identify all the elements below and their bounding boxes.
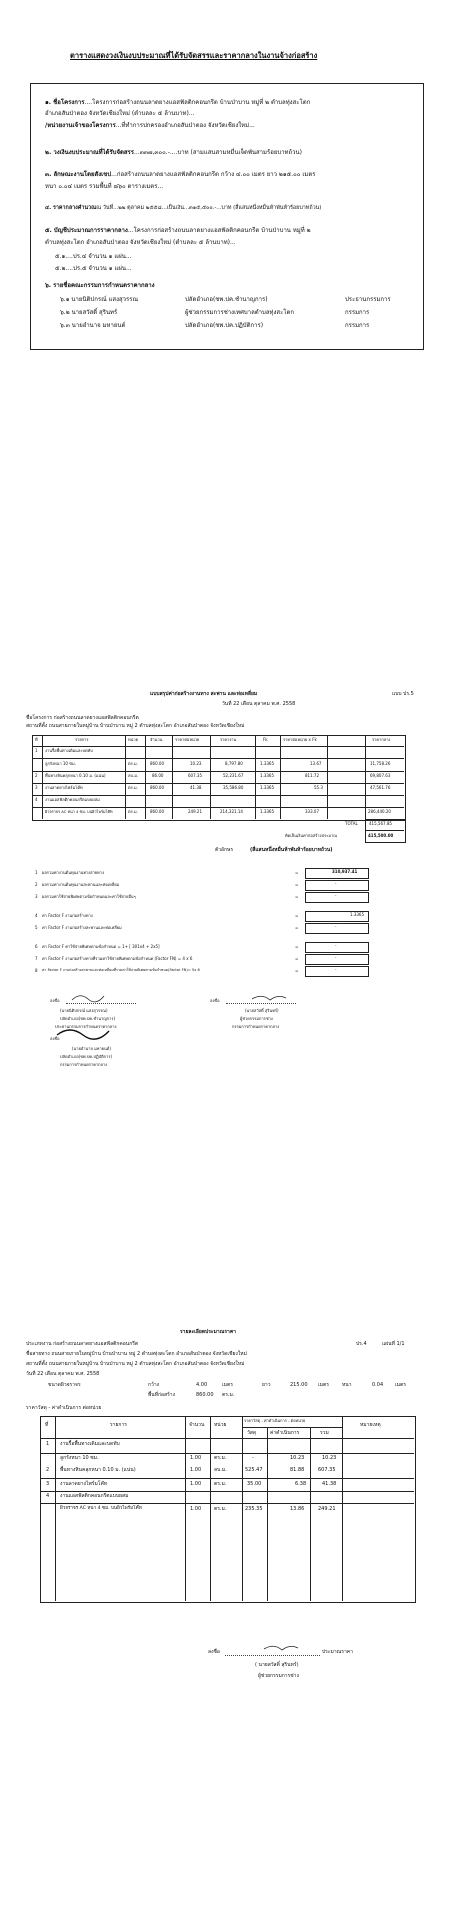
- col-unit: หน่วย: [214, 1422, 227, 1428]
- committee-2-name: ๖.๒ นายสวัสดิ์ สุรินทร์: [60, 309, 118, 316]
- item-4: ๔. ราคากลางคำนวณณ วันที่...๒๒ ตุลาคม ๒๕๕๘...เป็นเงิน...๓๑๕,๕๐๐.-...บาท (สี่แสนหนึ่งหมื่นห้าพันห้าร้อยบาทถ้วน): [45, 205, 322, 211]
- item-5: ๕. บัญชีประมาณการราคากลาง...โครงการก่อสร้างถนนลาดยางแอสฟัลติกคอนกรีต บ้านป่าบาน หมู่ที่ ๒: [45, 227, 311, 234]
- committee-2-role: ผู้ช่วยกรรมการช่างเทศบาลตำบลทุ่งสะโตก: [185, 309, 295, 316]
- work-type: ประเภทงาน ก่อสร้างถนนลาดยางแอสฟัลติกคอนกรีต: [26, 1341, 139, 1347]
- doc-date: วันที่ 22 เดือน ตุลาคม พ.ศ. 2558: [222, 701, 296, 707]
- page-2-foot: [0, 1055, 450, 1085]
- item-1c: /หน่วยงานเจ้าของโครงการ...ที่ทำการปกครองอำเภอสันป่าตอง จังหวัดเชียงใหม่...: [45, 122, 255, 129]
- committee-2-title: กรรมการ: [345, 309, 370, 316]
- col-no: ที่: [45, 1422, 49, 1428]
- col-remark: หมายเหตุ: [360, 1422, 381, 1428]
- col-sum: รวม: [320, 1430, 329, 1436]
- committee-3-name: ๖.๓ นายอำนาจ มหายนต์: [60, 322, 126, 329]
- rounded-value: 415,500.00: [368, 833, 394, 838]
- col-unit: หน่วย: [128, 737, 138, 742]
- price-note: ราคาวัสดุ - ค่าดำเนินการ ต่อหน่วย: [26, 1405, 102, 1411]
- page-1: [0, 0, 450, 360]
- page-title: ตารางแสดงวงเงินงบประมาณที่ได้รับจัดสรรและราคากลางในงานจ้างก่อสร้าง: [70, 51, 318, 60]
- total-value: 415,567.85: [369, 821, 392, 826]
- signature-mark: [250, 990, 290, 1004]
- committee-3-title: กรรมการ: [345, 322, 370, 329]
- col-item: รายการ: [110, 1422, 127, 1428]
- summary-header: แบบสรุปค่าก่อสร้างงานทาง สะพาน และท่อเหลี่ยม: [150, 691, 258, 697]
- item-3: ๓. ลักษณะงานโดยสังเขป...ก่อสร้างถนนลาดยางแอสฟัลติกคอนกรีต กว้าง ๔.๐๐ เมตร ยาว ๒๑๕.๐๐ เมตร: [45, 171, 316, 178]
- committee-3-role: ปลัดอำเภอ(ชพ.ปค.ปฏิบัติการ): [185, 322, 264, 329]
- col-fk: Fk: [263, 737, 268, 742]
- item-1: ๑. ชื่อโครงการ....โครงการก่อสร้างถนนลาดยางแอสฟัลติกคอนกรีต บ้านป่าบาน หมู่ที่ ๒ ตำบลทุ่งสะโตก: [45, 99, 311, 106]
- detail-date: วันที่ 22 เดือน ตุลาคม พ.ศ. 2558: [26, 1371, 100, 1377]
- item-2: ๒. วงเงินงบประมาณที่ได้รับจัดสรร...๓๓๗,๓๐๐.-....บาท (สามแสนสามหมื่นเจ็ดพันสามร้อยบาทถ้วน): [45, 149, 302, 156]
- signer-3-title: กรรมการกำหนดราคากลาง: [60, 1062, 108, 1067]
- col-qty: จำนวน: [150, 737, 163, 742]
- col-item: รายการ: [75, 737, 89, 742]
- page-2: แบบสรุปค่าก่อสร้างงานทาง สะพาน และท่อเหลี่ยม แบบ ปร.5 วันที่ 22 เดือน ตุลาคม พ.ศ. 2558 ชื่อโครงการ ก่อสร้างถนนลาดยางแอสฟัลติกคอนกรีต สถานที่ตั้ง ถนนสายภายในหมู่บ้าน บ้านป่าบาน หมู่ 2 ตำบลทุ่งสะโตก อำเภอสันป่าตอง จังหวัดเชียงใหม่ ที่ รายการ หน่วย จำนวน ราคาต่อหน่วย ราคางาน Fk ราคาต่อหน่วย x Fk ราคากลาง 1 งานรื้อพื้นทางเดิมและบดทับ ลูกรังหนา 10 ซม. ตร.ม. 860.00 10.23 8,797.80 1.3365 13.67 11,758.26 2 พื้นทางหินคลุกหนา 0.10 ม. (แน่น) ลบ.ม. 86.00 607.35 52,231.67 1.3365 811.72 69,807.63 3 งานลาดยางไพร์มโค๊ท ตร.ม. 860.00 41.38 35,586.80 1.3365 55.3 47,561.76 4 งานแอสฟัลติกคอนกรีตแบบผสม ผิวจราจร AC หนา 4 ซม. บนผิวไพร์มโค๊ท ตร.ม. 860.00 249.21 214,321.14 1.3365 333.07 286,440.20 TOTAL 415,567.85 คิดเป็นเงินค่าก่อสร้างประมาณ 415,500.00 ตัวอักษร (สี่แสนหนึ่งหมื่นห้าพันห้าร้อยบาทถ้วน) 1 ผลรวมค่างานต้นทุนงานทางสายทาง = 310,937.41 2 ผลรวมค่างานต้นทุนงานสะพานและท่อเหลี่ยม = - 3 ผลรวมค่าใช้จ่ายพิเศษตามข้อกำหนดและค่าใช้จ่ายอื่นๆ = - 4 ค่า Factor F งานก่อสร้างทาง = 1.3365 5 ค่า Factor F งานก่อสร้างสะพานและท่อเหลี่ยม = - 6 ค่า Factor F ค่าใช้จ่ายพิเศษตามข้อกำหนด = 1+ [ 301x4 + 2x5] = - 7 ค่า Factor F งานก่อสร้างทางที่รวมค่าใช้จ่ายพิเศษตามข้อกำหนด (Factor FN) = 4 x 6 = - 8 ค่า Factor F งานก่อสร้างสะพานและท่อเหลี่ยมที่รวมค่าใช้จ่ายพิเศษตามข้อกำหนด(Factor FN)= 5x 6 = - ลงชื่อ (นายนิติปกรณ์ แสงสุวรรณ) ปลัดอำเภอ(ชพ.ปค.ชำนาญการ) ประธานกรรมการกำหนดราคากลาง ลงชื่อ (นายสวัสดิ์ สุรินทร์) ผู้ช่วยกรรมการช่าง กรรมการกำหนดราคากลาง ลงชื่อ (นายอำนาจ มหายนต์): [0, 640, 450, 1060]
- item-5b: ตำบลทุ่งสะโตก อำเภอสันป่าตอง จังหวัดเชียงใหม่ (ตำบลละ ๕ ล้านบาท)...: [45, 239, 236, 246]
- item-3b: หนา ๐.๐๔ เมตร รวมพื้นที่ ๘๖๐ ตารางเมตร...: [45, 183, 164, 190]
- col-price: ราคาต่อหน่วย: [175, 737, 200, 742]
- col-price-group: ราคาวัสดุ - ค่าดำเนินการ - ต่อหน่วย: [244, 1418, 306, 1423]
- detail-header: รายละเอียดประมาณราคา: [180, 1329, 236, 1335]
- col-pfk: ราคาต่อหน่วย x Fk: [283, 737, 317, 742]
- sheet-number: แผ่นที่ 1/1: [382, 1341, 405, 1347]
- item-1b: อำเภอสันป่าตอง จังหวัดเชียงใหม่ (ตำบลละ ๕ ล้านบาท)...: [45, 110, 195, 117]
- committee-1-name: ๖.๑ นายนิติปกรณ์ แสงสุวรรณ: [60, 296, 139, 303]
- col-operation: ค่าดำเนินการ: [270, 1430, 300, 1436]
- words-label: ตัวอักษร: [215, 847, 234, 853]
- col-cost: ราคางาน: [220, 737, 237, 742]
- signature-mark: [70, 990, 110, 1004]
- form-code: แบบ ปร.5: [392, 691, 414, 697]
- form-code: ปร.4: [356, 1341, 367, 1347]
- rounded-label: คิดเป็นเงินค่าก่อสร้างประมาณ: [285, 833, 337, 838]
- signature-mark: [55, 1023, 115, 1041]
- item-6: ๖. รายชื่อคณะกรรมการกำหนดราคากลาง: [45, 282, 155, 289]
- committee-1-role: ปลัดอำเภอ(ชพ.ปค.ชำนาญการ): [185, 296, 268, 303]
- item-5-2: ๕.๒....ปร.๕ จำนวน ๑ แผ่น...: [55, 265, 132, 272]
- page-3: รายละเอียดประมาณราคา ปร.4 แผ่นที่ 1/1 ประเภทงาน ก่อสร้างถนนลาดยางแอสฟัลติกคอนกรีต ชื่อสายทาง ถนนสายภายในหมู่บ้าน บ้านป่าบาน หมู่ 2 ตำบลทุ่งสะโตก อำเภอสันป่าตอง จังหวัดเชียงใหม่ สถานที่ตั้ง ถนนสายภายในหมู่บ้าน บ้านป่าบาน หมู่ 2 ตำบลทุ่งสะโตก อำเภอสันป่าตอง จังหวัดเชียงใหม่ วันที่ 22 เดือน ตุลาคม พ.ศ. 2558 ขนาดผิวจราจร กว้าง 4.00 เมตร ยาว 215.00 เมตร หนา 0.04 เมตร พื้นที่ก่อสร้าง 860.00 ตร.ม. ราคาวัสดุ - ค่าดำเนินการ ต่อหน่วย ที่ รายการ จำนวน หน่วย ราคาวัสดุ - ค่าดำเนินการ - ต่อหน่วย วัสดุ ค่าดำเนินการ รวม หมายเหตุ 1 งานรื้อพื้นทางเดิมและบดทับ ลูกรังหนา 10 ซม. 1.00 ตร.ม. - 10.23 10.23 2 พื้นทางหินคลุกหนา 0.10 ม. (แน่น) 1.00 ลบ.ม. 525.47 81.88 607.35 3 งานลาดยางไพร์มโค๊ท 1.00 ตร.ม. 35.00 6.38 41.38 4 งานแอสฟัลติกคอนกรีตแบบผสม ผิวจราจร AC หนา 4 ซม. บนผิวไพร์มโค๊ท 1.00 ตร.ม. 235.35 13.86 249.21 ลงชื่อ ประมาณราคา ( นายสวัสดิ์ สุรินทร์) ผู้ช่วยกรรมการช่าง: [0, 1320, 450, 1910]
- signer-3-role: ปลัดอำเภอ(ชพ.ปค.ปฏิบัติการ): [60, 1054, 113, 1059]
- item-5-1: ๕.๑....ปร.๔ จำนวน ๑ แผ่น...: [55, 253, 132, 260]
- signature-mark: [262, 1640, 302, 1654]
- total-label: TOTAL: [345, 821, 358, 826]
- project-name: ชื่อโครงการ ก่อสร้างถนนลาดยางแอสฟัลติกคอนกรีต: [26, 715, 139, 721]
- amount-in-words: (สี่แสนหนึ่งหมื่นห้าพันห้าร้อยบาทถ้วน): [250, 847, 333, 853]
- col-material: วัสดุ: [247, 1430, 257, 1436]
- road-name: ชื่อสายทาง ถนนสายภายในหมู่บ้าน บ้านป่าบาน หมู่ 2 ตำบลทุ่งสะโตก อำเภอสันป่าตอง จังหวัดเชียงใหม่: [26, 1351, 247, 1357]
- col-qty: จำนวน: [189, 1422, 205, 1428]
- project-location: สถานที่ตั้ง ถนนสายภายในหมู่บ้าน บ้านป่าบาน หมู่ 2 ตำบลทุ่งสะโตก อำเภอสันป่าตอง จังหวัดเชียงใหม่: [26, 723, 245, 729]
- col-total: ราคากลาง: [372, 737, 391, 742]
- col-no: ที่: [35, 737, 38, 742]
- committee-1-title: ประธานกรรมการ: [345, 296, 391, 303]
- site-location: สถานที่ตั้ง ถนนสายภายในหมู่บ้าน บ้านป่าบาน หมู่ 2 ตำบลทุ่งสะโตก อำเภอสันป่าตอง จังหวัดเชียงใหม่: [26, 1361, 245, 1367]
